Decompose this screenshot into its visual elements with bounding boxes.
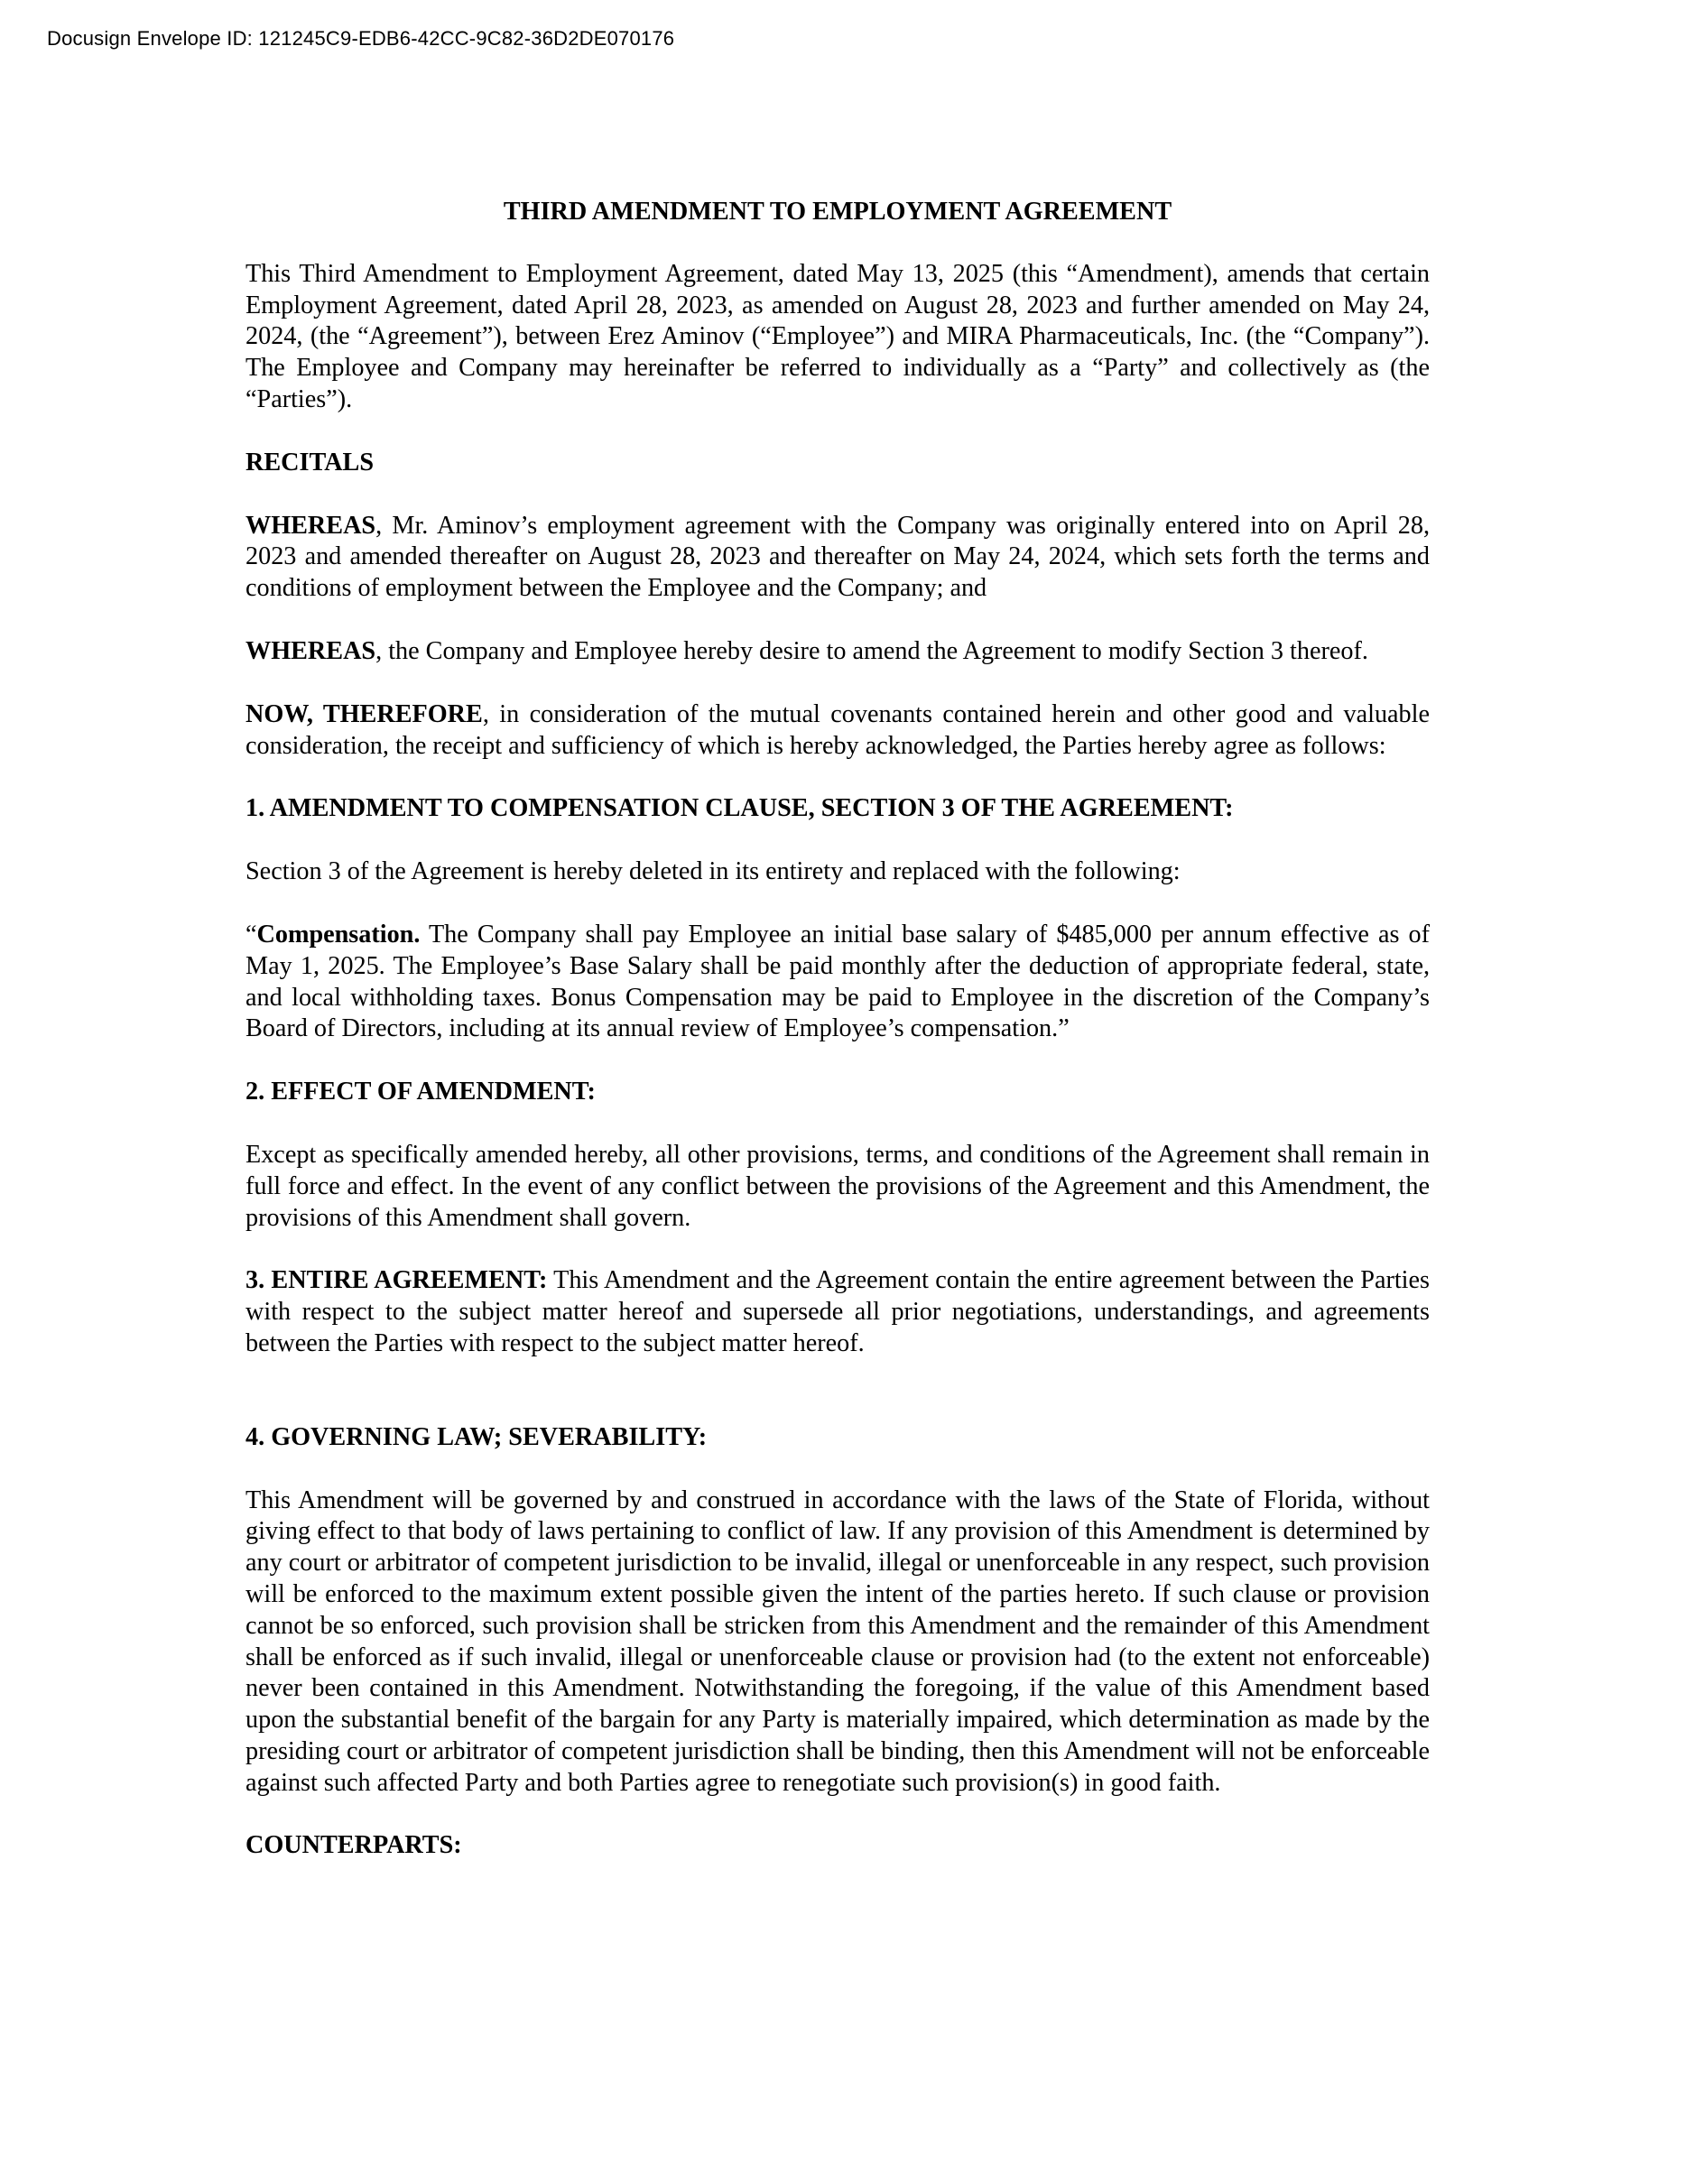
document-title: THIRD AMENDMENT TO EMPLOYMENT AGREEMENT: [503, 198, 1172, 226]
recitals-heading: RECITALS: [245, 448, 375, 477]
compensation-lead: Compensation.: [256, 920, 421, 949]
compensation-text: The Company shall pay Employee an initial base salary of $485,000 per annum effective as of May 1, 2025. The Employee’s Base Salary shall be paid monthly after the deduction of appropriate federal, state, and local withholding taxes. Bonus Compensation may be paid to Employee in the discretion of the Company’s Board of Directors, including at its annual review of Employee’s compensation.”: [245, 920, 1430, 1043]
section-3-text: This Amendment and the Agreement contain the entire agreement between the Parties with respect to the subject matter hereof and supersede all prior negotiations, understandings, and agreements between the Parties with respect to the subject matter hereof.: [245, 1266, 1430, 1357]
quote-open: “: [245, 920, 257, 949]
now-therefore-text: , in consideration of the mutual covenants contained herein and other good and valuable consideration, the receipt and sufficiency of which is hereby acknowledged, the Parties hereby agree as follows:: [245, 699, 1430, 760]
counterparts-heading: COUNTERPARTS:: [245, 1831, 462, 1860]
section-2-text: Except as specifically amended hereby, all other provisions, terms, and conditions of the Agreement shall remain in full force and effect. In the event of any conflict between the provisions of the Agreement and this Amendment, the provisions of this Amendment shall govern.: [245, 1140, 1430, 1232]
whereas-paragraph-2: [245, 636, 1430, 668]
section-1-intro: Section 3 of the Agreement is hereby deleted in its entirety and replaced with the following:: [245, 857, 1181, 886]
whereas-paragraph-1: [245, 511, 1430, 605]
section-1-heading: 1. AMENDMENT TO COMPENSATION CLAUSE, SECTION 3 OF THE AGREEMENT:: [245, 794, 1234, 823]
section-4-heading: 4. GOVERNING LAW; SEVERABILITY:: [245, 1422, 708, 1451]
section-4-text: This Amendment will be governed by and construed in accordance with the laws of the State of Florida, without giving effect to that body of laws pertaining to conflict of law. If any provision of this Amendment is determined by any court or arbitrator of competent jurisdiction to be invalid, illegal or unenforceable in any respect, such provision will be enforced to the maximum extent possible given the intent of the parties hereto. If such clause or provision cannot be so enforced, such provision shall be stricken from this Amendment and the remainder of this Amendment shall be enforced as if such invalid, illegal or unenforceable clause or provision had (to the extent not enforceable) never been contained in this Amendment. Notwithstanding the foregoing, if the value of this Amendment based upon the substantial benefit of the bargain for any Party is materially impaired, which determination as made by the presiding court or arbitrator of competent jurisdiction shall be binding, then this Amendment will not be enforceable against such affected Party and both Parties agree to renegotiate such provision(s) in good faith.: [245, 1485, 1430, 1797]
intro-paragraph: This Third Amendment to Employment Agreement, dated May 13, 2025 (this “Amendment), amends that certain Employment Agreement, dated April 28, 2023, as amended on August 28, 2023 and further amended on May 24, 2024, (the “Agreement”), between Erez Aminov (“Employee”) and MIRA Pharmaceuticals, Inc. (the “Company”). The Employee and Company may hereinafter be referred to individually as a “Party” and collectively as (the “Parties”).: [245, 259, 1430, 413]
section-3-lead: 3. ENTIRE AGREEMENT:: [245, 1266, 548, 1295]
compensation-paragraph: [245, 920, 1430, 1045]
now-therefore-lead: NOW, THEREFORE: [245, 699, 483, 728]
document-page: [245, 197, 1430, 1893]
whereas-lead: WHEREAS: [245, 511, 376, 540]
section-3-paragraph: [245, 1265, 1430, 1359]
whereas-text: , the Company and Employee hereby desire to amend the Agreement to modify Section 3 thereof.: [375, 636, 1368, 665]
whereas-lead: WHEREAS: [245, 636, 376, 665]
whereas-text: , Mr. Aminov’s employment agreement with the Company was originally entered into on April 28, 2023 and amended thereafter on August 28, 2023 and thereafter on May 24, 2024, which sets forth the terms and conditions of employment between the Employee and the Company; and: [245, 511, 1430, 603]
docusign-envelope-id: Docusign Envelope ID: 121245C9-EDB6-42CC-9C82-36D2DE070176: [47, 27, 675, 50]
section-2-heading: 2. EFFECT OF AMENDMENT:: [245, 1078, 596, 1106]
now-therefore-paragraph: [245, 699, 1430, 763]
